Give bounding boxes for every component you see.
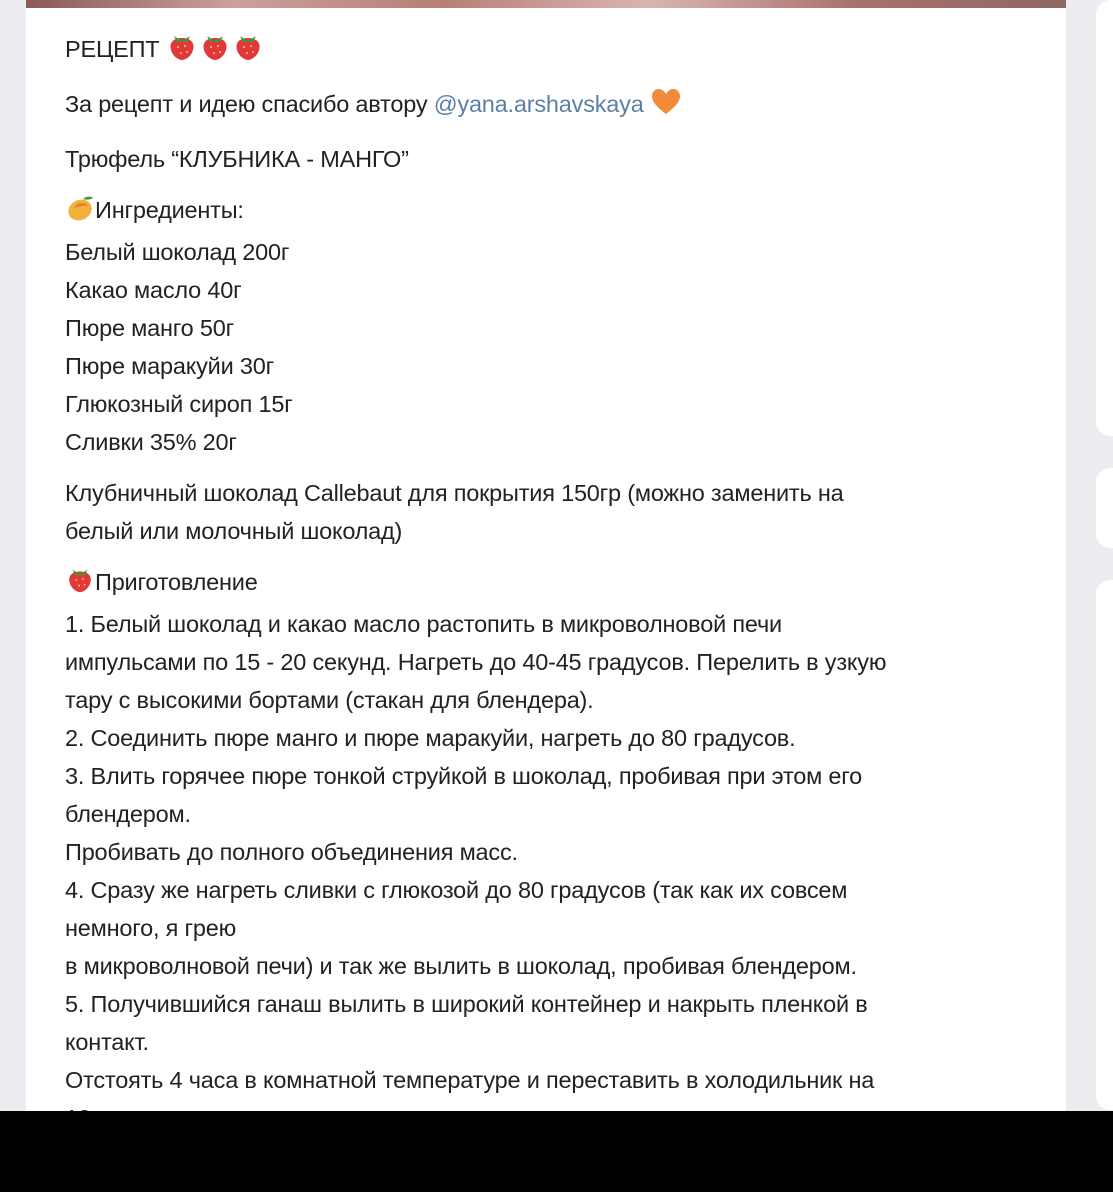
step-line: немного, я грею (65, 915, 237, 941)
step-line: 5. Получившийся ганаш вылить в широкий контейнер и накрыть пленкой в (65, 991, 868, 1017)
author-mention-link[interactable]: @yana.arshavskaya (433, 91, 644, 117)
coating-line: Клубничный шоколад Callebaut для покрытия 150гр (можно заменить на (65, 480, 844, 506)
ingredient-item: Сливки 35% 20г (65, 429, 237, 455)
side-card (1096, 468, 1113, 548)
step-line: блендером. (65, 801, 191, 827)
ingredient-item: Какао масло 40г (65, 277, 242, 303)
ingredients-heading-line (65, 191, 1040, 233)
coating-line: белый или молочный шоколад) (65, 518, 403, 544)
step-line: 2. Соединить пюре манго и пюре маракуйи, нагреть до 80 градусов. (65, 725, 796, 751)
step-line: Пробивать до полного объединения масс. (65, 839, 518, 865)
orange-heart-icon (650, 88, 682, 127)
step-line: в микроволновой печи) и так же вылить в шоколад, пробивая блендером. (65, 953, 857, 979)
side-card (1096, 580, 1113, 1110)
step-line: тару с высокими бортами (стакан для блендера). (65, 687, 594, 713)
post-title: РЕЦЕПТ (65, 36, 160, 62)
step-line: импульсами по 15 - 20 секунд. Нагреть до 40-45 градусов. Перелить в узкую (65, 649, 887, 675)
step-line: 4. Сразу же нагреть сливки с глюкозой до 80 градусов (так как их совсем (65, 877, 848, 903)
ingredient-item: Пюре маракуйи 30г (65, 353, 274, 379)
bottom-bar (0, 1111, 1113, 1192)
side-card (1096, 0, 1113, 436)
step-line: 3. Влить горячее пюре тонкой струйкой в шоколад, пробивая при этом его (65, 763, 863, 789)
prep-heading-line (65, 563, 1040, 605)
prep-heading: Приготовление (95, 569, 258, 595)
credit-line (65, 85, 1040, 127)
post-photo-edge[interactable] (26, 0, 1066, 8)
credit-text: За рецепт и идею спасибо автору (65, 91, 428, 117)
strawberry-icon (166, 31, 264, 72)
step-line: Отстоять 4 часа в комнатной температуре и переставить в холодильник на (65, 1067, 875, 1093)
step-line: контакт. (65, 1029, 149, 1055)
ingredient-item: Глюкозный сироп 15г (65, 391, 293, 417)
post-text (65, 30, 1040, 1118)
strawberry-icon (65, 564, 95, 605)
recipe-name: Трюфель “КЛУБНИКА - МАНГО” (65, 146, 409, 172)
post-card (26, 8, 1066, 1118)
ingredient-item: Белый шоколад 200г (65, 239, 290, 265)
step-line: 1. Белый шоколад и какао масло растопить в микроволновой печи (65, 611, 782, 637)
post-title-line (65, 30, 1040, 72)
ingredient-item: Пюре манго 50г (65, 315, 234, 341)
ingredients-heading: Ингредиенты: (95, 197, 244, 223)
mango-icon (65, 194, 95, 233)
